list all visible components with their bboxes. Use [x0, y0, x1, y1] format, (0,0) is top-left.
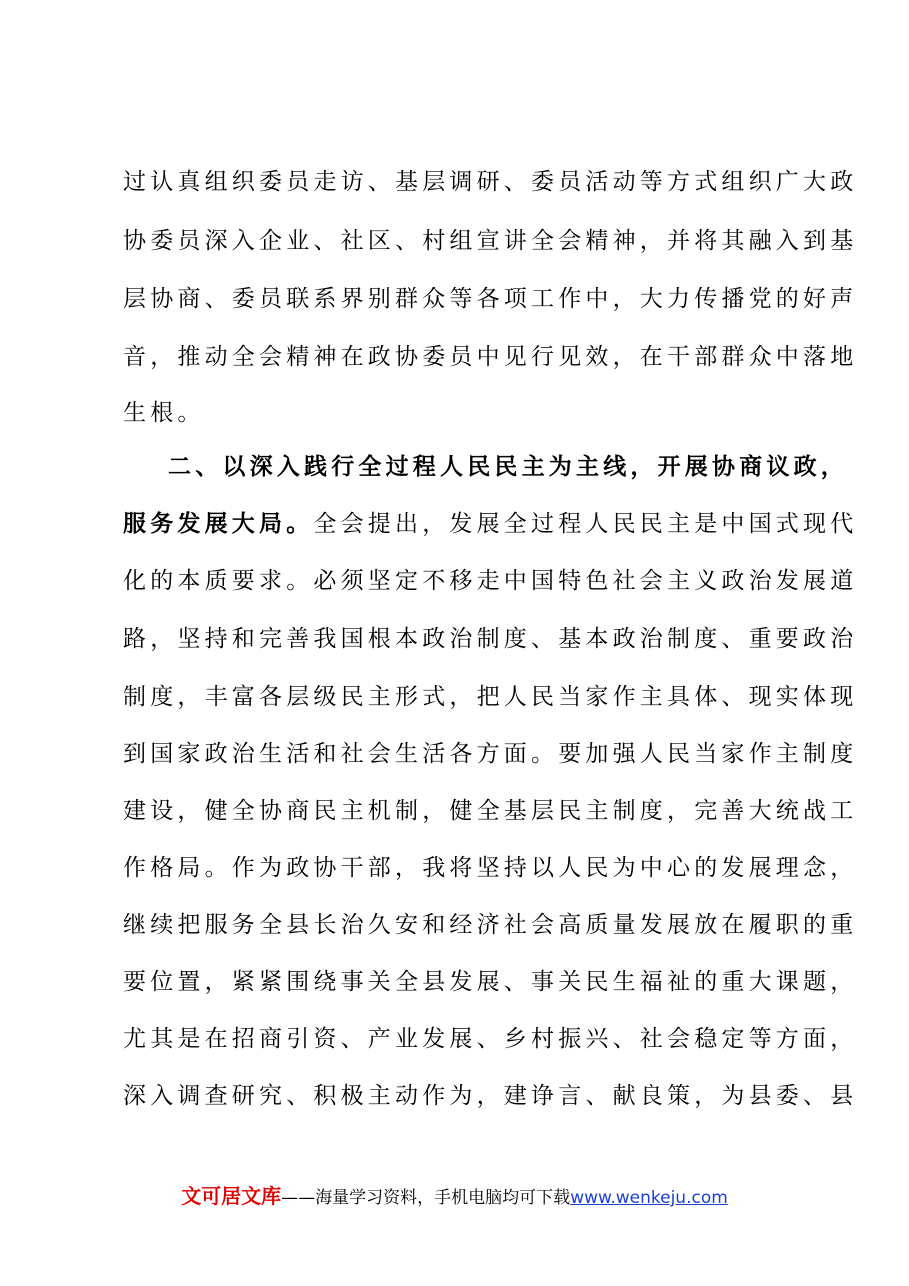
paragraph-line: 建设，健全协商民主机制，健全基层民主制度，完善大统战工 [123, 798, 858, 824]
section-heading: 二、以深入践行全过程人民民主为主线，开展协商议政， [168, 454, 848, 480]
paragraph-line [123, 509, 857, 539]
paragraph-line: 制度，丰富各层级民主形式，把人民当家作主具体、现实体现 [123, 684, 858, 710]
paragraph-text: 全会提出，发展全过程人民民主是中国式现代 [313, 511, 858, 537]
footer-banner [0, 1183, 909, 1211]
paragraph-line: 尤其是在招商引资、产业发展、乡村振兴、社会稳定等方面， [123, 1026, 858, 1052]
paragraph-line: 化的本质要求。必须坚定不移走中国特色社会主义政治发展道 [123, 568, 858, 594]
paragraph-line: 生根。 [123, 400, 205, 426]
paragraph-line: 作格局。作为政协干部，我将坚持以人民为中心的发展理念， [123, 855, 858, 881]
paragraph-line: 层协商、委员联系界别群众等各项工作中，大力传播党的好声 [123, 286, 858, 312]
paragraph-line: 继续把服务全县长治久安和经济社会高质量发展放在履职的重 [123, 912, 858, 938]
paragraph-line: 音，推动全会精神在政协委员中见行见效，在干部群众中落地 [123, 344, 858, 370]
paragraph-line: 深入调查研究、积极主动作为，建诤言、献良策，为县委、县 [123, 1083, 858, 1109]
paragraph-line: 到国家政治生活和社会生活各方面。要加强人民当家作主制度 [123, 741, 858, 767]
footer-link[interactable]: www.wenkeju.com [570, 1188, 728, 1208]
paragraph-line: 路，坚持和完善我国根本政治制度、基本政治制度、重要政治 [123, 626, 858, 652]
footer-brand: 文可居文库 [181, 1184, 282, 1208]
paragraph-line: 协委员深入企业、社区、村组宣讲全会精神，并将其融入到基 [123, 228, 858, 254]
footer-slogan: ——海量学习资料，手机电脑均可下载 [281, 1188, 571, 1208]
paragraph-line: 要位置，紧紧围绕事关全县发展、事关民生福祉的重大课题， [123, 969, 858, 995]
section-heading-continued: 服务发展大局。 [123, 511, 314, 537]
paragraph-line: 过认真组织委员走访、基层调研、委员活动等方式组织广大政 [123, 169, 858, 195]
